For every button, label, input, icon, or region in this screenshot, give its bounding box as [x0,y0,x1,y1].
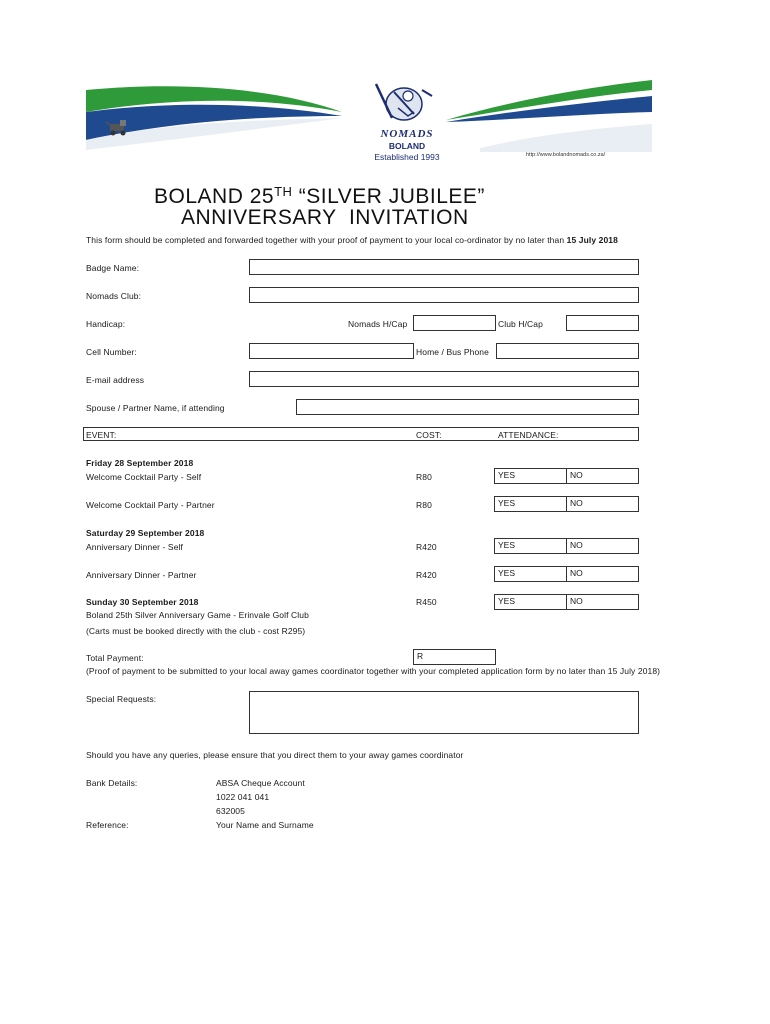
home-bus-phone-label: Home / Bus Phone [416,347,489,357]
no-checkbox[interactable]: NO [566,566,639,582]
attendance-column-header: ATTENDANCE: [498,430,559,440]
nomads-club-field[interactable] [249,287,639,303]
event-cost: R420 [416,542,437,552]
spouse-label: Spouse / Partner Name, if attending [86,403,225,413]
event-name: Welcome Cocktail Party - Partner [86,500,215,510]
yes-checkbox[interactable]: YES [494,496,567,512]
day-heading-saturday: Saturday 29 September 2018 [86,528,205,538]
yes-checkbox[interactable]: YES [494,594,567,610]
event-cost: R80 [416,500,432,510]
yes-checkbox[interactable]: YES [494,566,567,582]
home-bus-phone-field[interactable] [496,343,639,359]
reference-label: Reference: [86,820,129,830]
bank-account: ABSA Cheque Account [216,778,305,788]
title-text-2: “SILVER JUBILEE” [292,185,485,208]
club-hcap-field[interactable] [566,315,639,331]
nomads-hcap-label: Nomads H/Cap [348,319,408,329]
website-url[interactable]: http://www.bolandnomads.co.za/ [526,152,606,158]
special-requests-field[interactable] [249,691,639,734]
intro-text [86,235,618,246]
event-name: Anniversary Dinner - Partner [86,570,197,580]
yes-checkbox[interactable]: YES [494,468,567,484]
golfer-logo-icon [352,78,462,130]
special-requests-label: Special Requests: [86,694,157,704]
reference-value: Your Name and Surname [216,820,314,830]
title-line-2: ANNIVERSARY INVITATION [181,206,469,229]
day-heading-sunday: Sunday 30 September 2018 [86,597,199,607]
bank-branch-code: 632005 [216,806,245,816]
event-cost: R420 [416,570,437,580]
no-checkbox[interactable]: NO [566,496,639,512]
yes-checkbox[interactable]: YES [494,538,567,554]
badge-name-label: Badge Name: [86,263,140,273]
logo-region: BOLAND [388,141,426,151]
badge-name-field[interactable] [249,259,639,275]
nomads-club-label: Nomads Club: [86,291,142,301]
no-checkbox[interactable]: NO [566,594,639,610]
club-hcap-label: Club H/Cap [498,319,543,329]
title-superscript: TH [274,184,293,199]
event-cost: R450 [416,597,437,607]
cost-column-header: COST: [416,430,442,440]
cell-number-label: Cell Number: [86,347,137,357]
email-field[interactable] [249,371,639,387]
total-payment-label: Total Payment: [86,653,144,663]
handicap-label: Handicap: [86,319,126,329]
email-label: E-mail address [86,375,145,385]
event-name: Welcome Cocktail Party - Self [86,472,202,482]
bank-account-number: 1022 041 041 [216,792,270,802]
intro-body: This form should be completed and forwarded together with your proof of payment to your local co-ordinator by no later than [86,235,567,245]
total-payment-note: (Proof of payment to be submitted to your local away games coordinator together with your completed application form by no later than 15 July 2018) [86,666,661,676]
event-cost: R80 [416,472,432,482]
no-checkbox[interactable]: NO [566,538,639,554]
logo-name: NOMADS [380,128,434,140]
cell-number-field[interactable] [249,343,414,359]
sunday-game-text: Boland 25th Silver Anniversary Game - Erinvale Golf Club [86,610,309,620]
title-text: BOLAND 25 [154,185,275,208]
nomads-logo [352,78,462,168]
intro-deadline: 15 July 2018 [566,235,618,245]
sunday-note-text: (Carts must be booked directly with the club - cost R295) [86,626,306,636]
event-name: Anniversary Dinner - Self [86,542,183,552]
nomads-hcap-field[interactable] [413,315,496,331]
bank-details-label: Bank Details: [86,778,138,788]
total-payment-field[interactable]: R [413,649,496,665]
no-checkbox[interactable]: NO [566,468,639,484]
queries-text: Should you have any queries, please ensure that you direct them to your away games coordinator [86,750,464,760]
day-heading-friday: Friday 28 September 2018 [86,458,194,468]
spouse-field[interactable] [296,399,639,415]
logo-established: Established 1993 [374,152,440,162]
event-column-header: EVENT: [86,430,117,440]
